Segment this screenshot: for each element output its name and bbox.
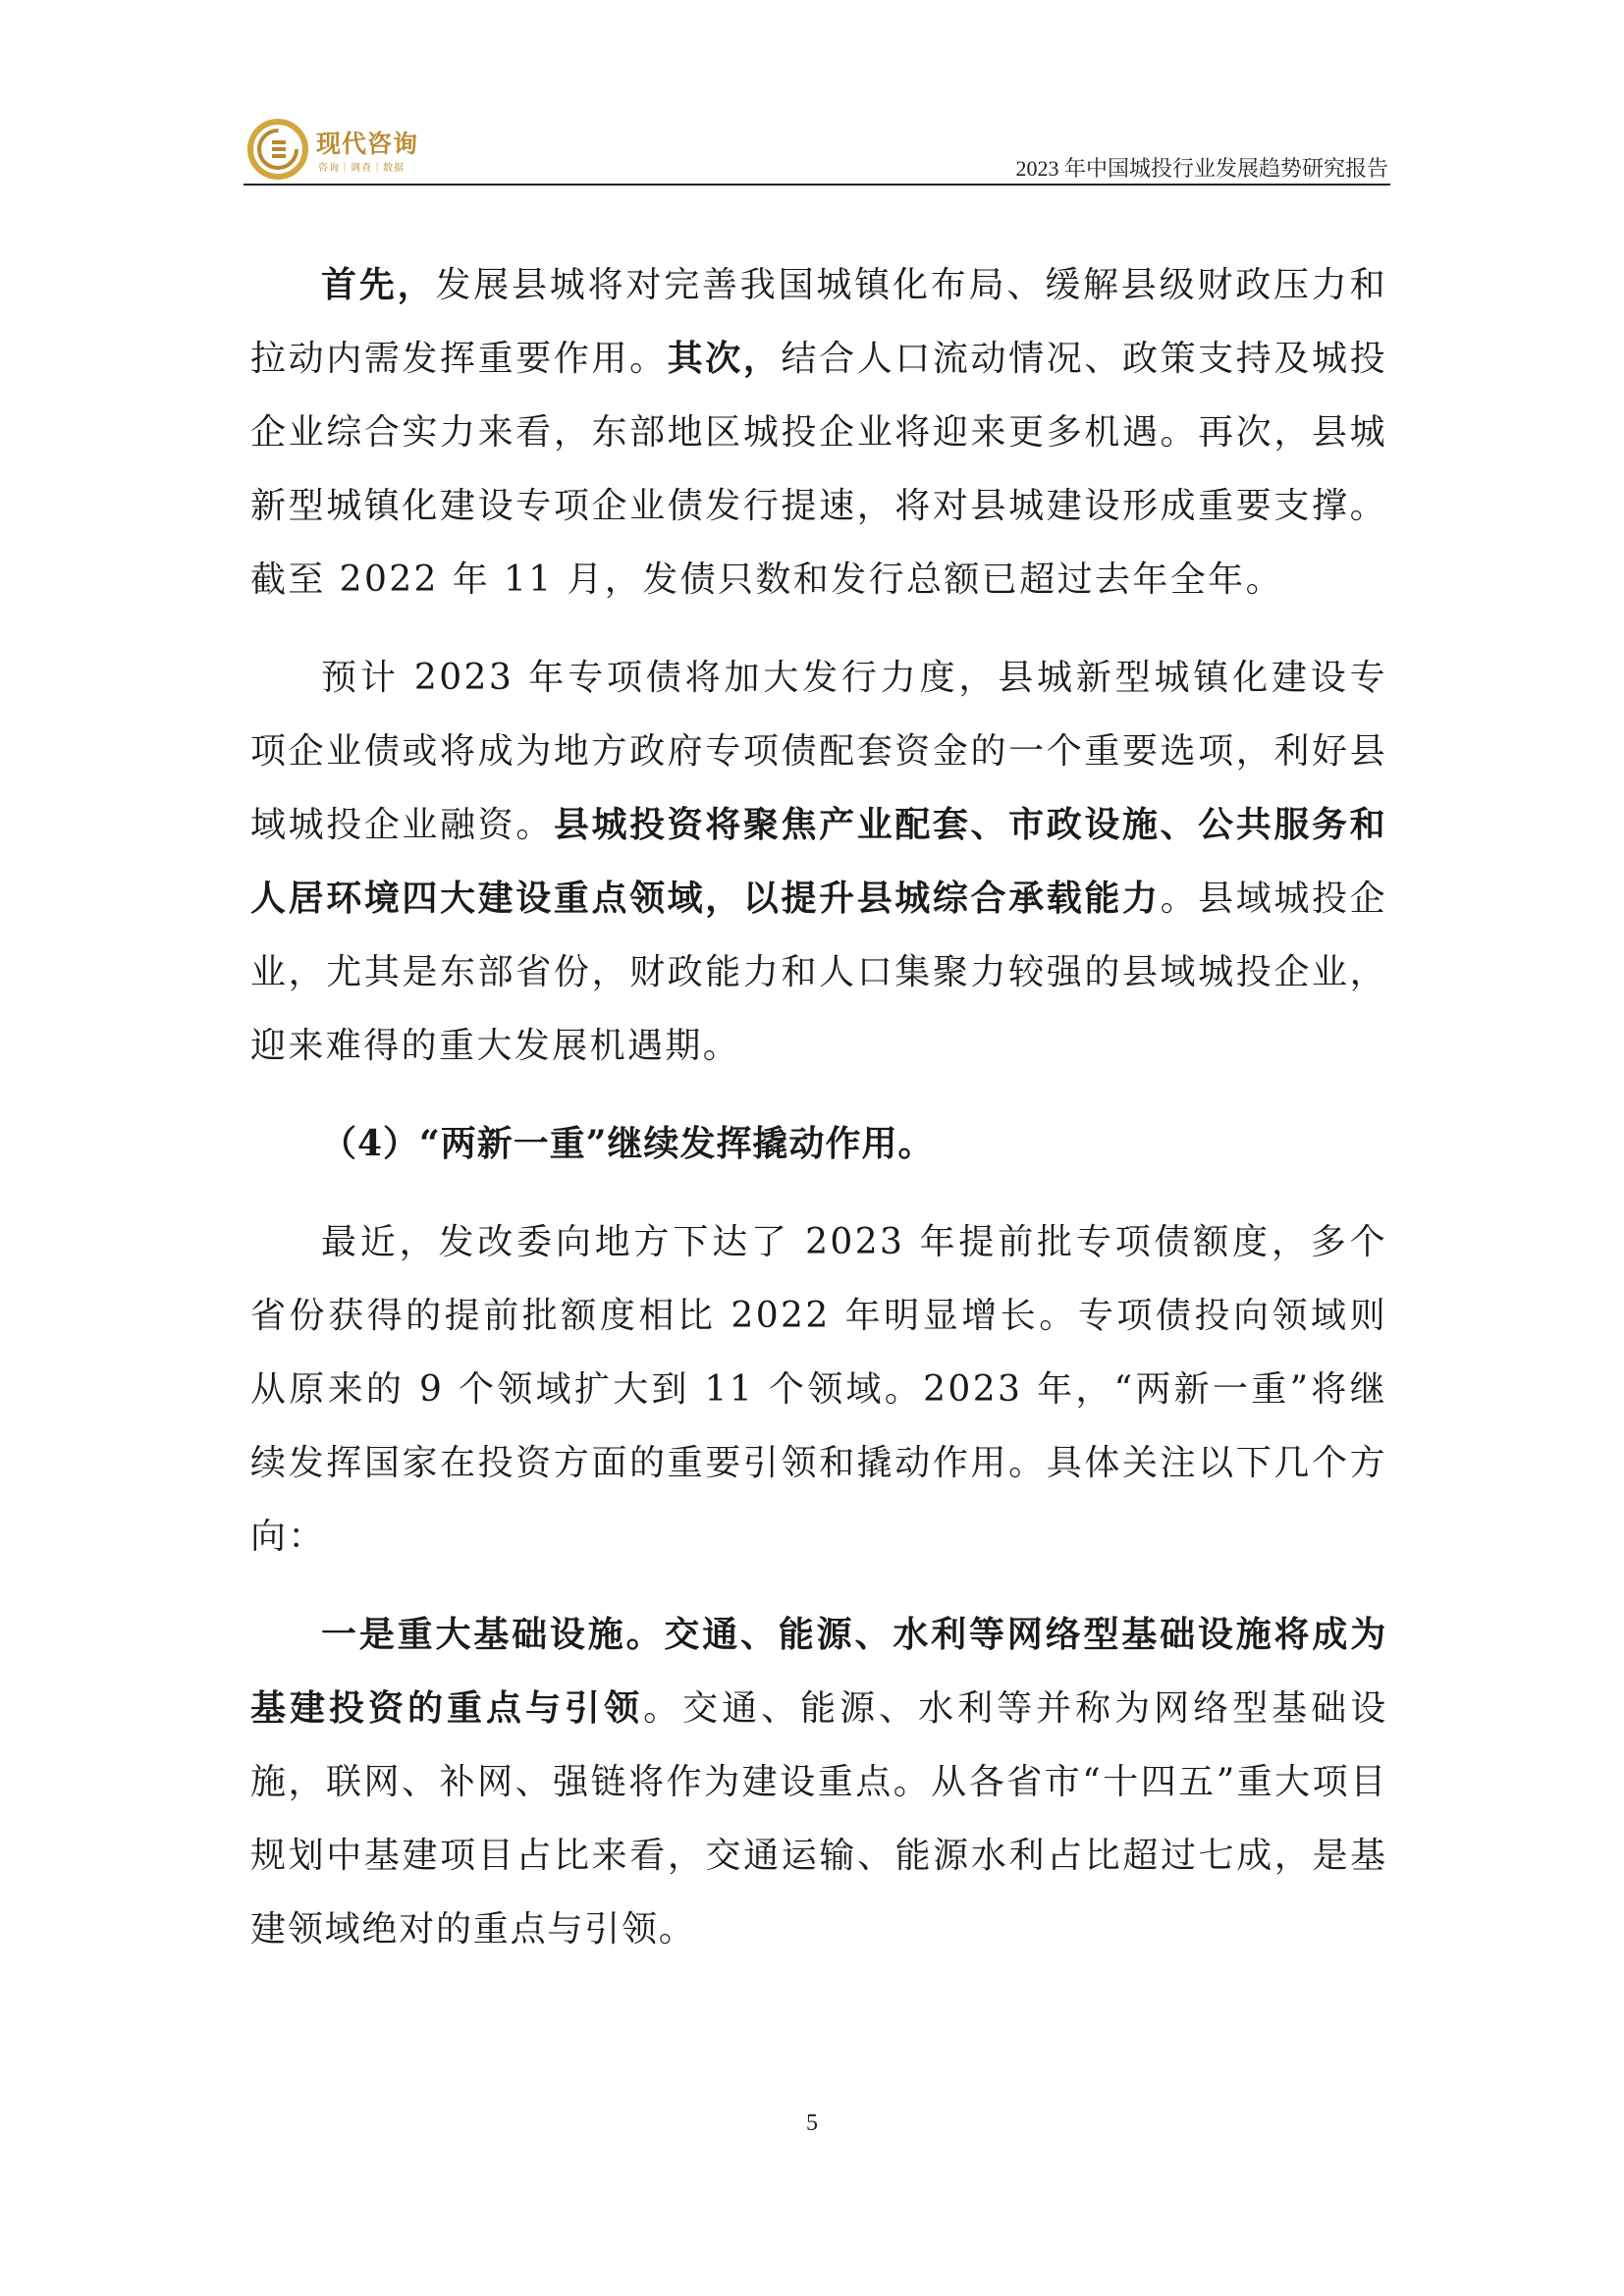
paragraph-county-development	[250, 248, 1387, 616]
bold-highlight: 县城投资将聚焦产业配套、市政设施、公共服务和人居环境四大建设重点领域，以提升县城综合承载能力	[250, 804, 1387, 919]
logo-text: 现代咨询	[316, 130, 419, 158]
logo-subtitle: 咨询｜调查｜数据	[318, 163, 405, 174]
bold-lead-second: 其次，	[667, 338, 782, 379]
paragraph-major-infrastructure	[250, 1598, 1387, 1966]
paragraph-special-bonds	[250, 641, 1387, 1083]
paragraph-text: 。交通、能源、水利等并称为网络型基础设施，联网、补网、强链将作为建设重点。从各省市“十四五”重大项目规划中基建项目占比来看，交通运输、能源水利占比超过七成，是基建领域绝对的重点与引领。	[250, 1688, 1387, 1949]
report-title: 2023 年中国城投行业发展趋势研究报告	[1015, 156, 1388, 181]
page-header	[245, 103, 1388, 191]
paragraph-text: 预计 2023 年专项债将加大发行力度，县城新型城镇化建设专项企业债或将成为地方政府专项债配套资金的一个重要选项，利好县域城投企业融资。	[250, 658, 1387, 845]
bold-lead-first: 首先，	[321, 264, 436, 305]
paragraph-text: 结合人口流动情况、政策支持及城投企业综合实力来看，东部地区城投企业将迎来更多机遇。再次，县城新型城镇化建设专项企业债发行提速，将对县城建设形成重要支撑。截至 2022 年 11 月，发债只数和发行总额已超过去年全年。	[250, 339, 1387, 600]
paragraph-ndrc-quota: 最近，发改委向地方下达了 2023 年提前批专项债额度，多个省份获得的提前批额度相比 2022 年明显增长。专项债投向领域则从原来的 9 个领域扩大到 11 个领域。2023 年，“两新一重”将继续发挥国家在投资方面的重要引领和撬动作用。具体关注以下几个方向：	[250, 1222, 1387, 1557]
paragraph-text: 发展县城将对完善我国城镇化布局、缓解县级财政压力和拉动内需发挥重要作用。	[250, 265, 1387, 379]
header-divider	[244, 184, 1390, 186]
page-number: 5	[806, 2110, 818, 2136]
paragraph-text: 。县域城投企业，尤其是东部省份，财政能力和人口集聚力较强的县域城投企业，迎来难得的重大发展机遇期。	[250, 879, 1387, 1066]
bold-highlight: 一是重大基础设施。交通、能源、水利等网络型基础设施将成为基建投资的重点与引领	[250, 1614, 1387, 1729]
section-heading: （4）“两新一重”继续发挥撬动作用。	[321, 1123, 935, 1164]
page-body	[250, 248, 1387, 1966]
